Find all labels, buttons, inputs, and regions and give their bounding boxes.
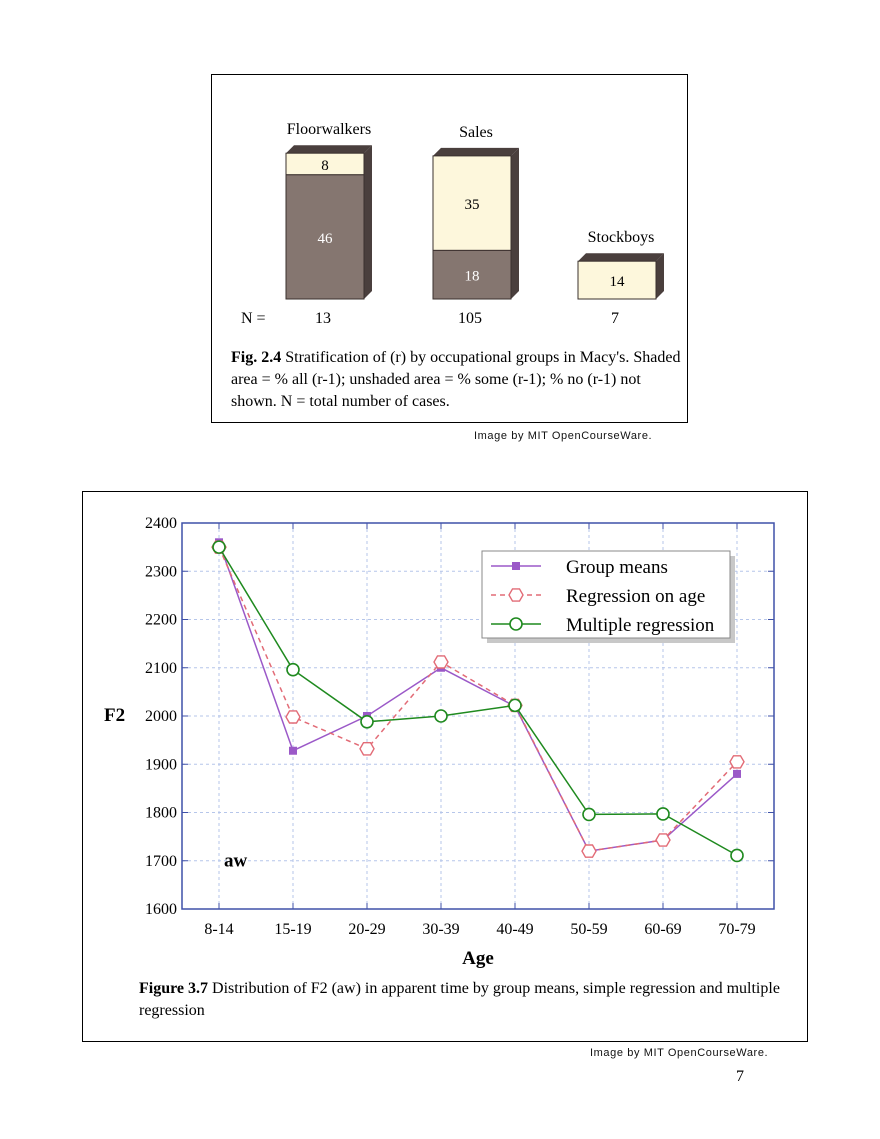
bar-category-label-2: Stockboys <box>587 229 655 247</box>
bar-category-label-1: Sales <box>459 123 493 141</box>
figure-3-7-caption-title: Figure 3.7 <box>139 980 209 997</box>
x-axis-title: Age <box>462 948 494 969</box>
y-tick-label-7: 2300 <box>145 563 177 581</box>
legend-marker-2 <box>510 618 522 630</box>
legend-marker-1 <box>509 589 523 601</box>
bar-shaded-label-1: 18 <box>464 268 480 285</box>
y-tick-label-4: 2000 <box>145 708 177 725</box>
bar-side-face-0 <box>364 145 372 299</box>
n-value-2: 7 <box>611 310 619 327</box>
bar-side-face-1 <box>511 148 519 299</box>
y-tick-label-0: 1600 <box>145 901 177 918</box>
x-tick-label-2: 20-29 <box>348 921 386 938</box>
figure-3-7-caption-text: Distribution of F2 (aw) in apparent time by group means, simple regression and multiple regression <box>139 980 780 1019</box>
series-1-point-1 <box>286 711 300 723</box>
series-2-point-1 <box>287 664 299 676</box>
figure-2-4-caption-text: Stratification of (r) by occupational groups in Macy's. Shaded area = % all (r-1); unshaded area = % some (r-1); % no (r-1) not shown. N = total number of cases. <box>231 349 681 410</box>
image-credit-1: Image by MIT OpenCourseWare. <box>474 430 653 442</box>
series-0-point-7 <box>733 770 741 778</box>
y-tick-label-6: 2200 <box>145 611 177 629</box>
series-2-point-6 <box>657 808 669 820</box>
y-tick-label-2: 1800 <box>145 804 177 822</box>
series-2-point-0 <box>213 541 225 553</box>
legend-label-2: Multiple regression <box>566 615 715 636</box>
stratification-bar-chart <box>211 74 688 344</box>
bar-top-face-2 <box>578 253 664 261</box>
series-0-point-1 <box>289 747 297 755</box>
y-tick-label-8: 2400 <box>145 515 177 532</box>
bar-top-face-0 <box>286 145 372 153</box>
x-tick-label-0: 8-14 <box>204 921 234 938</box>
y-tick-label-1: 1700 <box>145 852 177 870</box>
series-2-point-4 <box>509 699 521 711</box>
legend-label-0: Group means <box>566 557 668 578</box>
x-tick-label-5: 50-59 <box>570 921 608 938</box>
series-1-point-2 <box>360 743 374 755</box>
figure-3-7-caption <box>139 978 789 1022</box>
x-tick-label-3: 30-39 <box>422 921 460 938</box>
f2-line-chart <box>82 491 808 971</box>
series-2-point-5 <box>583 808 595 820</box>
plot-annotation-aw: aw <box>224 850 248 872</box>
series-2-point-3 <box>435 710 447 722</box>
bar-shaded-label-0: 46 <box>317 230 333 247</box>
series-1-point-5 <box>582 845 596 857</box>
bar-unshaded-label-1: 35 <box>464 197 480 214</box>
series-2-point-7 <box>731 849 743 861</box>
x-tick-label-4: 40-49 <box>496 921 534 938</box>
image-credit-2: Image by MIT OpenCourseWare. <box>590 1047 769 1059</box>
bar-category-label-0: Floorwalkers <box>286 121 372 139</box>
legend-label-1: Regression on age <box>566 586 706 607</box>
bar-top-face-1 <box>433 148 519 156</box>
bar-unshaded-label-2: 14 <box>609 274 625 291</box>
x-tick-label-6: 60-69 <box>644 921 682 938</box>
figure-2-4-caption-title: Fig. 2.4 <box>231 349 282 366</box>
series-1-point-3 <box>434 656 448 668</box>
y-tick-label-5: 2100 <box>145 659 177 677</box>
bar-unshaded-label-0: 8 <box>321 158 329 174</box>
y-tick-label-3: 1900 <box>145 756 177 774</box>
series-1-point-6 <box>656 834 670 846</box>
bar-side-face-2 <box>656 253 664 299</box>
n-value-0: 13 <box>315 310 331 327</box>
series-2-point-2 <box>361 716 373 728</box>
page-number: 7 <box>736 1068 744 1085</box>
n-label: N = <box>241 310 266 327</box>
n-value-1: 105 <box>458 310 482 327</box>
x-tick-label-7: 70-79 <box>718 921 756 938</box>
series-1-point-7 <box>730 756 744 768</box>
x-tick-label-1: 15-19 <box>274 921 312 938</box>
legend-marker-0 <box>512 562 520 570</box>
figure-2-4-caption <box>231 347 681 413</box>
y-axis-title: F2 <box>104 705 126 726</box>
